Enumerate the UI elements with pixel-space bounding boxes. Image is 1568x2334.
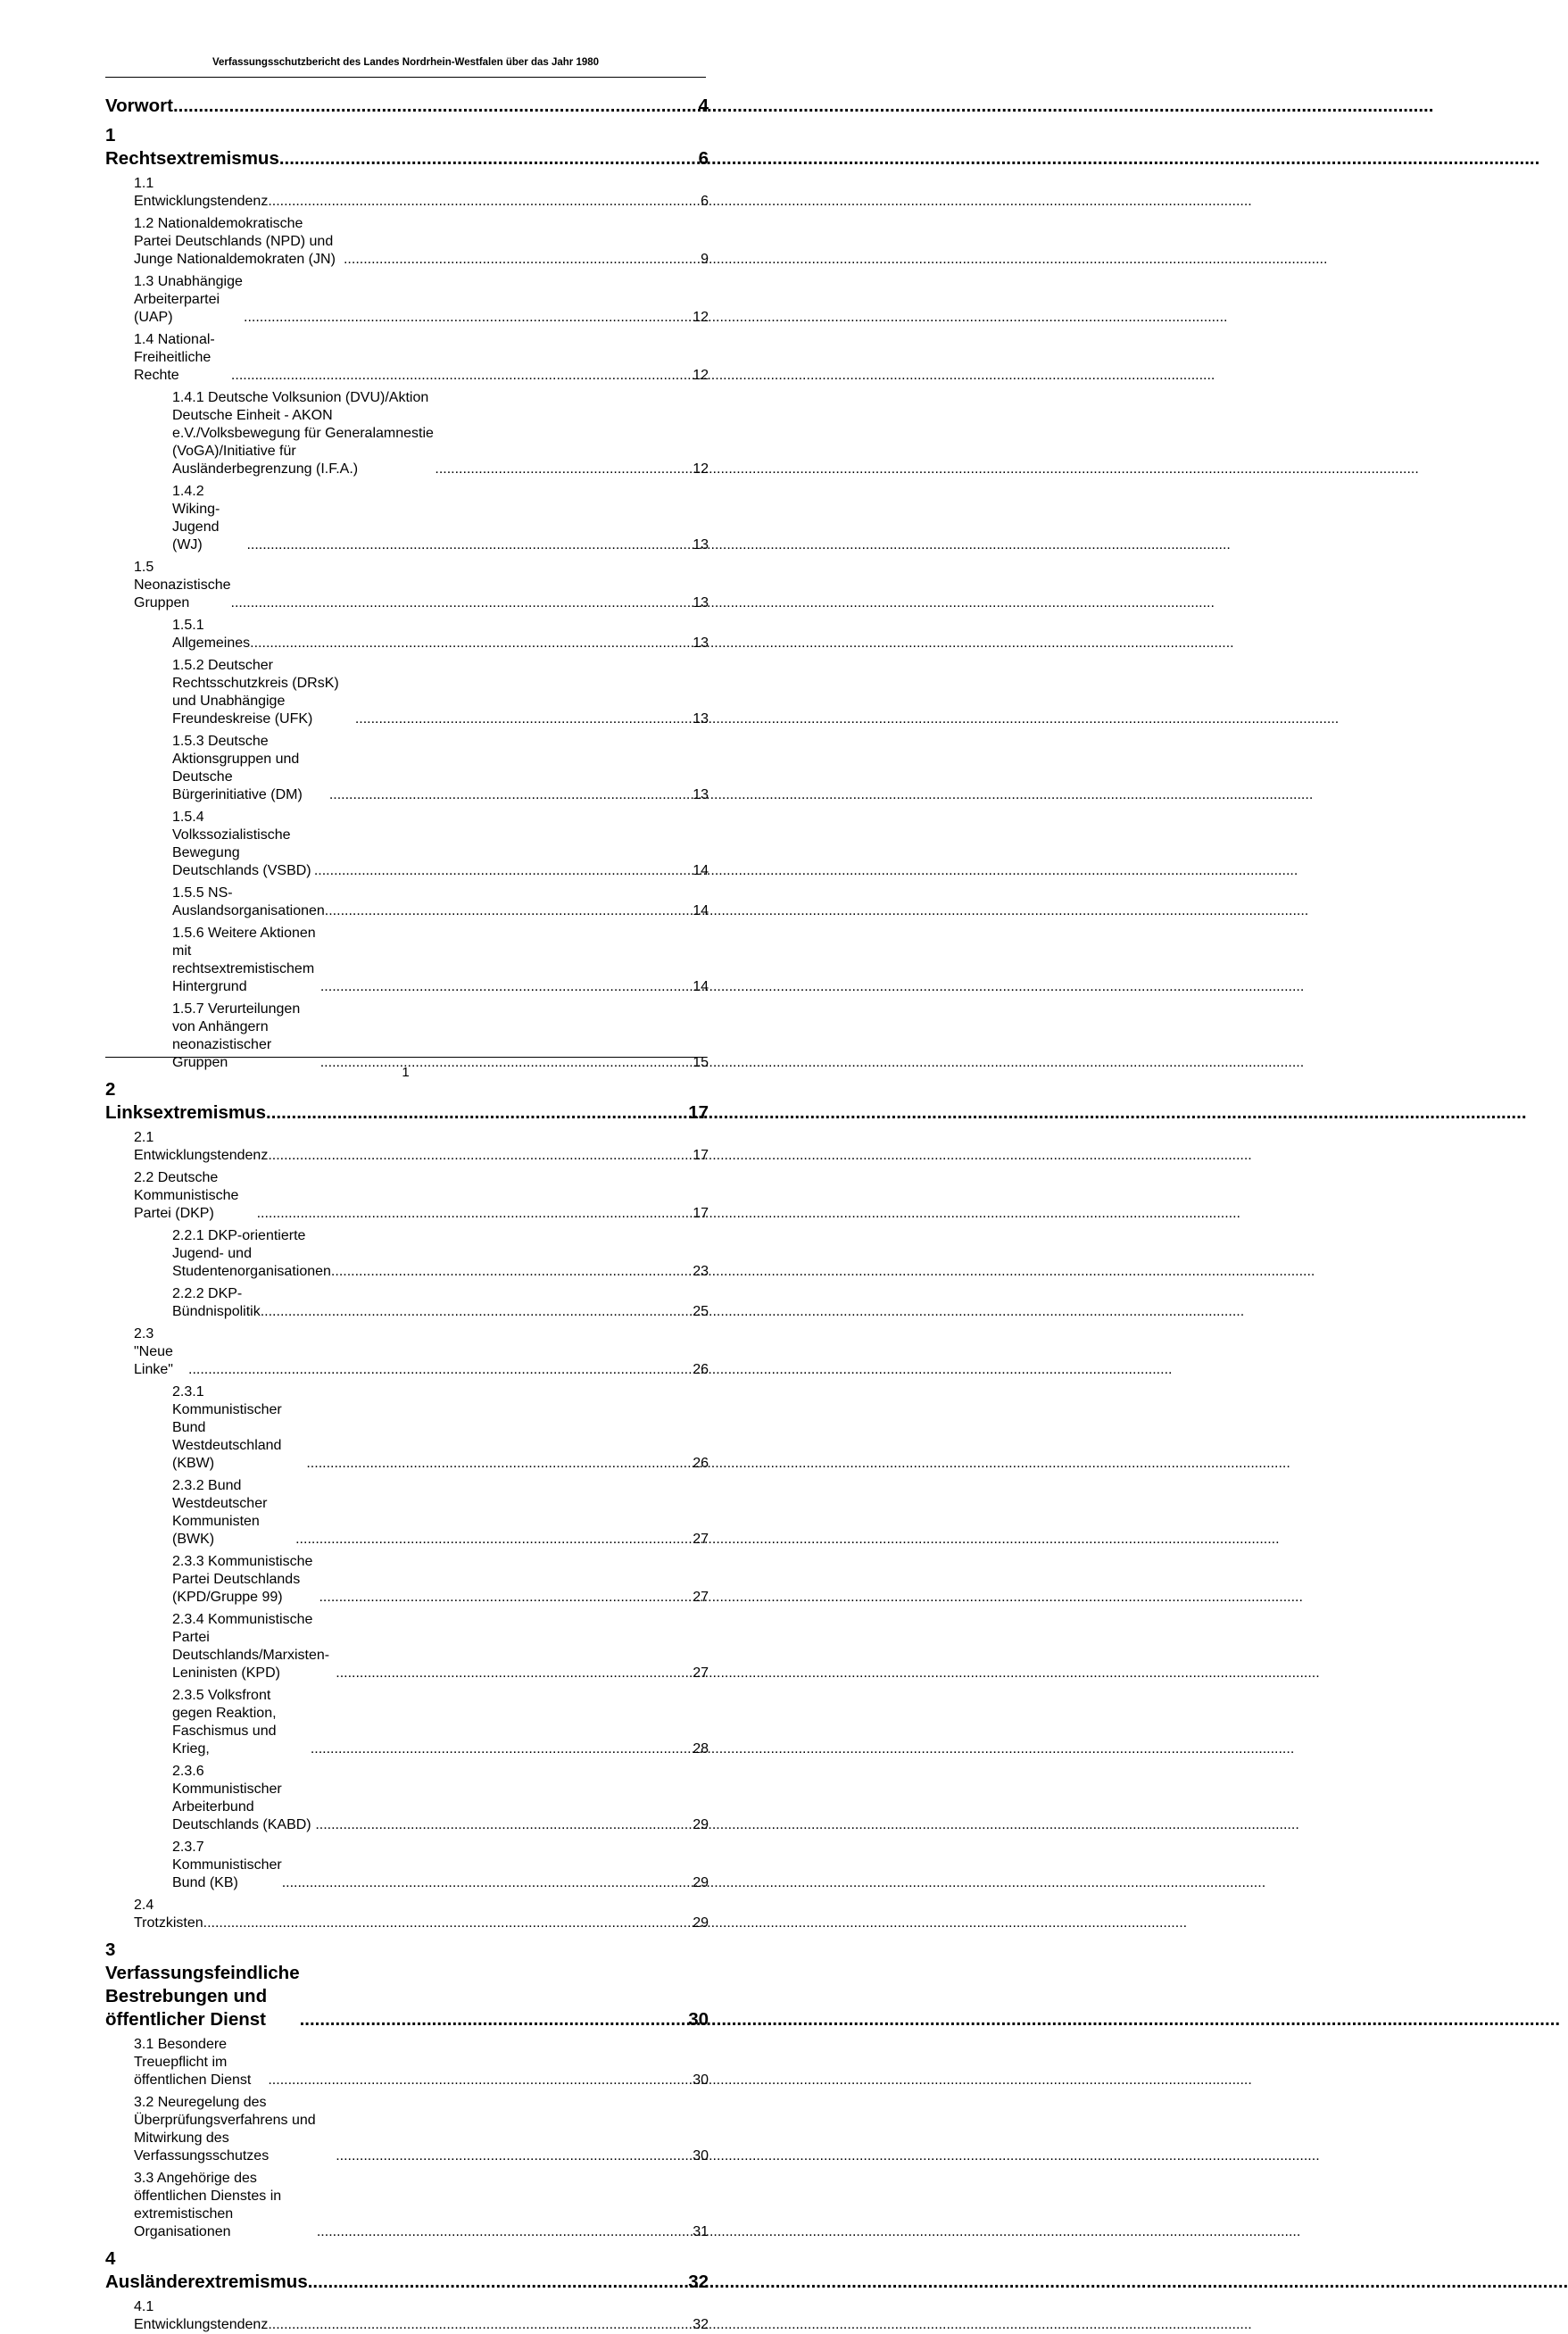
toc-entry-title: 2.3.2 Bund Westdeutscher Kommunisten (BWK) <box>172 1478 268 1547</box>
toc-subsection[interactable] <box>105 389 709 478</box>
toc-subsection[interactable] <box>105 809 709 880</box>
toc-entry-page: 26 <box>693 1362 709 1377</box>
toc-entry-title: 1.5.3 Deutsche Aktionsgruppen und Deutsche Bürgerinitiative (DM) <box>172 734 303 802</box>
toc-entry-page: 31 <box>693 2224 709 2239</box>
toc-entry-page: 9 <box>701 252 709 267</box>
toc-entry-page: 30 <box>693 2072 709 2088</box>
dot-leader <box>279 147 699 170</box>
dot-leader <box>261 1303 693 1321</box>
toc-entry-title: 3.1 Besondere Treuepflicht im öffentlichen Dienst <box>134 2037 252 2088</box>
dot-leader <box>435 461 693 478</box>
toc-chapter[interactable] <box>105 1939 709 2031</box>
toc-entry-title: Vorwort <box>105 96 173 116</box>
toc-entry-page: 28 <box>693 1741 709 1757</box>
dot-leader <box>300 2008 689 2031</box>
toc-entry-page: 13 <box>693 635 709 651</box>
dot-leader <box>268 2072 693 2089</box>
toc-entry-title: 1 Rechtsextremismus <box>105 125 279 169</box>
toc-entry-page: 27 <box>693 1590 709 1605</box>
toc-entry-title: 2.3.4 Kommunistische Partei Deutschlands/Marxisten-Leninisten (KPD) <box>172 1612 330 1681</box>
toc-entry-page: 14 <box>693 863 709 878</box>
toc-entry-page: 27 <box>693 1665 709 1681</box>
toc-section[interactable] <box>105 1169 709 1223</box>
toc-entry-page: 4 <box>698 96 709 116</box>
toc-entry-title: 2.1 Entwicklungstendenz <box>134 1130 269 1163</box>
dot-leader <box>295 1531 693 1549</box>
toc-entry-title: 2.3.5 Volksfront gegen Reaktion, Faschismus und Krieg, <box>172 1688 277 1757</box>
dot-leader <box>268 193 701 211</box>
toc-entry-title: 2.4 Trotzkisten <box>134 1898 203 1931</box>
toc-entry-title: 2.3 "Neue Linke" <box>134 1326 173 1377</box>
toc-subsection[interactable] <box>105 1383 709 1473</box>
toc-subsection[interactable] <box>105 1553 709 1607</box>
toc-section[interactable] <box>105 2036 709 2089</box>
toc-section[interactable] <box>105 331 709 385</box>
toc-chapter[interactable] <box>105 124 709 170</box>
toc-entry-page: 12 <box>693 461 709 477</box>
toc-entry-page: 13 <box>693 787 709 802</box>
toc-entry-page: 14 <box>693 979 709 994</box>
toc-entry-page: 27 <box>693 1532 709 1547</box>
toc-entry-page: 12 <box>693 310 709 325</box>
toc-entry-page: 17 <box>693 1148 709 1163</box>
dot-leader <box>308 2271 688 2294</box>
toc-subsection[interactable] <box>105 1687 709 1758</box>
toc-entry-title: 2.2.2 DKP-Bündnispolitik <box>172 1286 261 1319</box>
toc-entry-title: 2 Linksextremismus <box>105 1079 267 1123</box>
toc-entry-page: 29 <box>693 1915 709 1931</box>
dot-leader <box>311 1740 693 1758</box>
toc-entry-page: 13 <box>693 595 709 610</box>
toc-subsection[interactable] <box>105 1763 709 1834</box>
dot-leader <box>355 710 693 728</box>
toc-subsection[interactable] <box>105 1285 709 1321</box>
dot-leader <box>319 1589 693 1607</box>
toc-entry-title: 1.4.1 Deutsche Volksunion (DVU)/Aktion Deutsche Einheit - AKON e.V./Volksbewegung für Generalamnestie (VoGA)/Initiative für Ausländerbegrenzung (I.F.A.) <box>172 390 434 477</box>
toc-chapter[interactable] <box>105 95 709 118</box>
toc-chapter[interactable] <box>105 1078 709 1125</box>
toc-entry-title: 1.1 Entwicklungstendenz <box>134 176 269 209</box>
toc-section[interactable] <box>105 175 709 211</box>
toc-subsection[interactable] <box>105 885 709 920</box>
dot-leader <box>325 902 693 920</box>
toc-subsection[interactable] <box>105 617 709 652</box>
toc-entry-page: 23 <box>693 1264 709 1279</box>
toc-subsection[interactable] <box>105 1227 709 1281</box>
toc-entry-title: 2.3.3 Kommunistische Partei Deutschlands (KPD/Gruppe 99) <box>172 1554 313 1605</box>
toc-subsection[interactable] <box>105 733 709 804</box>
dot-leader <box>231 594 693 612</box>
toc-entry-page: 17 <box>688 1102 709 1123</box>
toc-subsection[interactable] <box>105 1611 709 1682</box>
toc-entry-page: 32 <box>688 2272 709 2292</box>
toc-entry-title: 4.1 Entwicklungstendenz <box>134 2299 269 2332</box>
toc-entry-title: 3.3 Angehörige des öffentlichen Dienstes in extremistischen Organisationen <box>134 2171 282 2239</box>
footer-rule <box>105 1057 706 1058</box>
toc-entry-title: 1.5.4 Volkssozialistische Bewegung Deutschlands (VSBD) <box>172 810 311 878</box>
dot-leader <box>257 1205 693 1223</box>
toc-section[interactable] <box>105 1897 709 1932</box>
toc-section[interactable] <box>105 1129 709 1165</box>
toc-section[interactable] <box>105 215 709 269</box>
dot-leader <box>344 251 701 269</box>
toc-section[interactable] <box>105 1325 709 1379</box>
dot-leader <box>282 1874 693 1892</box>
dot-leader <box>268 2316 693 2334</box>
toc-section[interactable] <box>105 2094 709 2165</box>
toc-entry-title: 2.3.6 Kommunistischer Arbeiterbund Deutschlands (KABD) <box>172 1764 311 1832</box>
toc-entry-page: 29 <box>693 1817 709 1832</box>
toc-entry-page: 30 <box>693 2148 709 2164</box>
toc-entry-page: 6 <box>701 194 709 209</box>
toc-entry-page: 12 <box>693 368 709 383</box>
toc-section[interactable] <box>105 2298 709 2334</box>
dot-leader <box>329 786 693 804</box>
dot-leader <box>336 1665 693 1682</box>
toc-entry-page: 17 <box>693 1206 709 1221</box>
toc-subsection[interactable] <box>105 657 709 728</box>
toc-entry-title: 1.3 Unabhängige Arbeiterpartei (UAP) <box>134 274 243 325</box>
toc-entry-title: 1.5 Neonazistische Gruppen <box>134 560 231 610</box>
dot-leader <box>317 2223 693 2241</box>
toc-entry-title: 1.5.6 Weitere Aktionen mit rechtsextremistischem Hintergrund <box>172 926 316 994</box>
dot-leader <box>315 1816 693 1834</box>
toc-entry-title: 1.4.2 Wiking-Jugend (WJ) <box>172 484 220 552</box>
dot-leader <box>306 1455 693 1473</box>
dot-leader <box>246 536 693 554</box>
dot-leader <box>188 1361 693 1379</box>
table-of-contents <box>105 95 709 2334</box>
header-rule <box>105 77 706 78</box>
dot-leader <box>266 1101 688 1125</box>
document-header: Verfassungsschutzbericht des Landes Nordrhein-Westfalen über das Jahr 1980 <box>212 57 600 68</box>
toc-entry-title: 1.2 Nationaldemokratische Partei Deutschlands (NPD) und Junge Nationaldemokraten (JN) <box>134 216 336 267</box>
toc-entry-title: 1.5.5 NS-Auslandsorganisationen <box>172 885 325 918</box>
toc-entry-title: 1.5.2 Deutscher Rechtsschutzkreis (DRsK) und Unabhängige Freundeskreise (UFK) <box>172 658 339 727</box>
toc-entry-page: 32 <box>693 2317 709 2332</box>
toc-entry-title: 2.2 Deutsche Kommunistische Partei (DKP) <box>134 1170 239 1221</box>
toc-entry-page: 25 <box>693 1304 709 1319</box>
toc-entry-title: 1.5.1 Allgemeines <box>172 618 251 651</box>
toc-entry-title: 2.3.7 Kommunistischer Bund (KB) <box>172 1840 282 1890</box>
toc-entry-page: 29 <box>693 1875 709 1890</box>
toc-entry-title: 3.2 Neuregelung des Überprüfungsverfahrens und Mitwirkung des Verfassungsschutzes <box>134 2095 316 2164</box>
toc-entry-title: 2.2.1 DKP-orientierte Jugend- und Studentenorganisationen <box>172 1228 331 1279</box>
toc-subsection[interactable] <box>105 1477 709 1549</box>
dot-leader <box>336 2147 693 2165</box>
dot-leader <box>244 309 693 327</box>
toc-entry-title: 2.3.1 Kommunistischer Bund Westdeutschland (KBW) <box>172 1384 282 1471</box>
toc-entry-title: 3 Verfassungsfeindliche Bestrebungen und öffentlicher Dienst <box>105 1939 300 2030</box>
toc-entry-title: 1.5.7 Verurteilungen von Anhängern neonazistischer Gruppen <box>172 1001 301 1070</box>
toc-chapter[interactable] <box>105 2247 709 2294</box>
toc-subsection[interactable] <box>105 1001 709 1072</box>
toc-subsection[interactable] <box>105 1839 709 1892</box>
dot-leader <box>268 1147 693 1165</box>
toc-subsection[interactable] <box>105 925 709 996</box>
toc-section[interactable] <box>105 559 709 612</box>
toc-entry-page: 26 <box>693 1456 709 1471</box>
dot-leader <box>173 95 699 118</box>
toc-subsection[interactable] <box>105 483 709 554</box>
page-number: 1 <box>402 1065 410 1080</box>
dot-leader <box>314 862 693 880</box>
toc-entry-title: 1.4 National-Freiheitliche Rechte <box>134 332 215 383</box>
dot-leader <box>203 1915 693 1932</box>
toc-entry-page: 30 <box>688 2009 709 2030</box>
dot-leader <box>250 635 693 652</box>
dot-leader <box>331 1263 693 1281</box>
toc-entry-page: 15 <box>693 1055 709 1070</box>
dot-leader <box>320 978 693 996</box>
toc-entry-page: 14 <box>693 903 709 918</box>
toc-section[interactable] <box>105 2170 709 2241</box>
toc-entry-title: 4 Ausländerextremismus <box>105 2248 308 2292</box>
toc-entry-page: 13 <box>693 711 709 727</box>
toc-entry-page: 13 <box>693 537 709 552</box>
toc-entry-page: 6 <box>698 148 709 169</box>
dot-leader <box>231 367 693 385</box>
toc-section[interactable] <box>105 273 709 327</box>
